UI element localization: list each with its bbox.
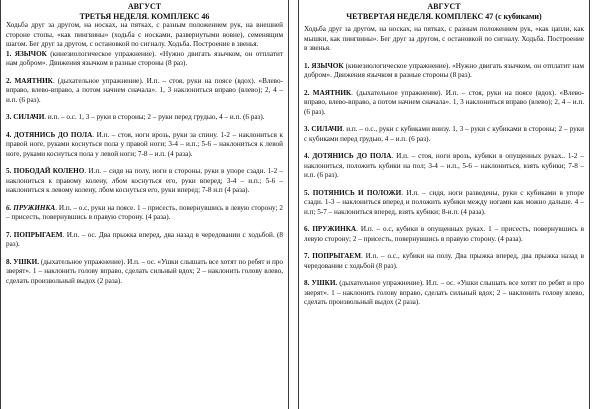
right-exercise-8: 8. УШКИ. (дыхательное упражнение). И.п. – ос. «Ушки слышать все хотят по ребят и про зверят». 1 – наклонить голову вправо, сделать сильный вдох; 2 – наклонить голову влево, сделать произвольный выдох (2 раза).	[304, 279, 584, 307]
left-exercise-2: 2. МАЯТНИК. (дыхательное упражнение). И.п. – стоя, руки на поясе (вдох). «Влево-вправо, влево-вправо, а потом начнем сначала». 1, 3 наклониться вправо (влево); 2, 4 – и.п. (6 раз).	[6, 76, 284, 104]
right-exercise-3: 3. СИЛАЧИ. и.п. – о.с., руки с кубиками внизу. 1, 3 – руки с кубиками в стороны; 2 – руки с кубиками перед грудью, 4 – и.п. (6 раз).	[304, 125, 585, 143]
left-intro: Ходьба друг за другом, на носках, на пятках, с разным положением рук, на внешней стороне стопы, «как пингвины» (ходьба с носками, развернутыми вовне), семенящим шагом. Бег друг за другом, с остановкой по сигналу. Ходьба. Построение в звенья.	[6, 21, 283, 49]
left-exercise-7: 7. ПОПРЫГАЕМ. И.п. – ос. Два прыжка вперед, два назад в чередовании с ходьбой. (8 раз).	[6, 230, 284, 249]
left-month: АВГУСТ	[127, 2, 162, 11]
right-column	[298, 0, 590, 409]
left-exercise-3: 3. СИЛАЧИ. и.п. – о.с. 1, 3 – руки в стороны; 2 – руки перед грудью, 4 – и.п. (6 раз).	[6, 113, 265, 122]
right-intro: Ходьба друг за другом, на носках, на пятках, с разным положением рук, «как цапли, как мышки, как пингвины». Бег друг за другом, с остановкой по сигналу. Ходьба. Построение в звенья.	[304, 25, 584, 53]
right-exercise-6: 6. ПРУЖИНКА. И.п. – о.с, кубики в опущенных руках. 1 – присесть, повернувшись в левую сторону; 2 – присесть, повернувшись в правую сторону. (4 раза).	[304, 225, 584, 243]
left-title: ТРЕТЬЯ НЕДЕЛЯ. КОМПЛЕКС 46	[79, 11, 210, 21]
left-column	[0, 0, 289, 409]
right-exercise-5: 5. ПОТЯНИСЬ И ПОЛОЖИ. И.п. – сидя, ноги разведены, руки с кубиками в упоре сзади. 1-3 – наклониться вперед и положить кубики между ногами как можно дальше. 4 – и.п; 5-7 – наклониться вперед, взять кубики; 8-и.п. (4 раза).	[304, 188, 584, 216]
right-title: ЧЕТВЕРТАЯ НЕДЕЛЯ. КОМПЛЕКС 47 (с кубиками)	[346, 11, 542, 21]
left-exercise-1: 1. ЯЗЫЧОК (кинезиологическое упражнение). «Нужно двигать язычком, он отплатит нам добром». Движения язычком в разные стороны (8 раз).	[6, 49, 283, 68]
right-exercise-7: 7. ПОПРЫГАЕМ. И.п. – о.с., кубики на полу. Два прыжка вперед, два прыжка назад в чередовании с ходьбой (8 раз).	[304, 252, 585, 270]
left-exercise-5: 5. ПОБОДАЙ КОЛЕНО. И.п. – сидя на полу, ноги в стороны, руки в упоре сзади. 1-2 – наклониться к правому колену, лбом коснуться его, руки вперед; 3-4 – и.п.; 5-6 – наклониться к левому колену, лбом коснуться его, руки вперед; 7-8 и.п (4 раза).	[6, 167, 283, 195]
right-exercise-1: 1. ЯЗЫЧОК (кинезиологическое упражнение). «Нужно двигать язычком, он отплатит нам добром». Движения язычком в разные стороны (8 раз).	[304, 61, 584, 80]
left-exercise-4: 4. ДОТЯНИСЬ ДО ПОЛА. И.п. – стоя, ноги врозь, руки за спину. 1-2 – наклониться к правой ноге, руками коснуться пола у правой ноги; 3-4 – и.п.; 5-6 – наклониться к левой ноге, руками коснуться пола у левой ноги; 7-8 – и.п. (4 раза).	[6, 130, 284, 158]
right-month: АВГУСТ	[427, 2, 461, 11]
right-exercise-4: 4. ДОТЯНИСЬ ДО ПОЛА. И.п. – стоя, ноги врозь, кубики в опущенных руках.. 1-2 – наклониться, положить кубики на пол; 3-4 – и.п., 5-6 – наклониться, взять кубики; 7-8 – и.п. (6 раз).	[304, 152, 585, 180]
left-exercise-6: 6. ПРУЖИНКА. И.п. – о.с, руки на поясе. 1 – присесть, повернувшись в левую сторону; 2 – присесть, повернувшись в правую сторону. (4 раза).	[6, 203, 284, 222]
left-exercise-8: 8. УШКИ. (дыхательное упражнение). И.п. – ос. «Ушки слышать все хотят по ребят и про зверят». 1 – наклонить голову вправо, сделать сильный вдох; 2 – наклонить голову влево, сделать произвольный выдох (2 раза).	[6, 257, 283, 285]
right-exercise-2: 2. МАЯТНИК. (дыхательное упражнение). И.п. – стоя, руки на поясе (вдох). «Влево-вправо, влево-вправо, а потом начнем сначала». 1, 3 наклониться вправо (влево); 2, 4 – и.п. (6 раз).	[304, 88, 585, 116]
